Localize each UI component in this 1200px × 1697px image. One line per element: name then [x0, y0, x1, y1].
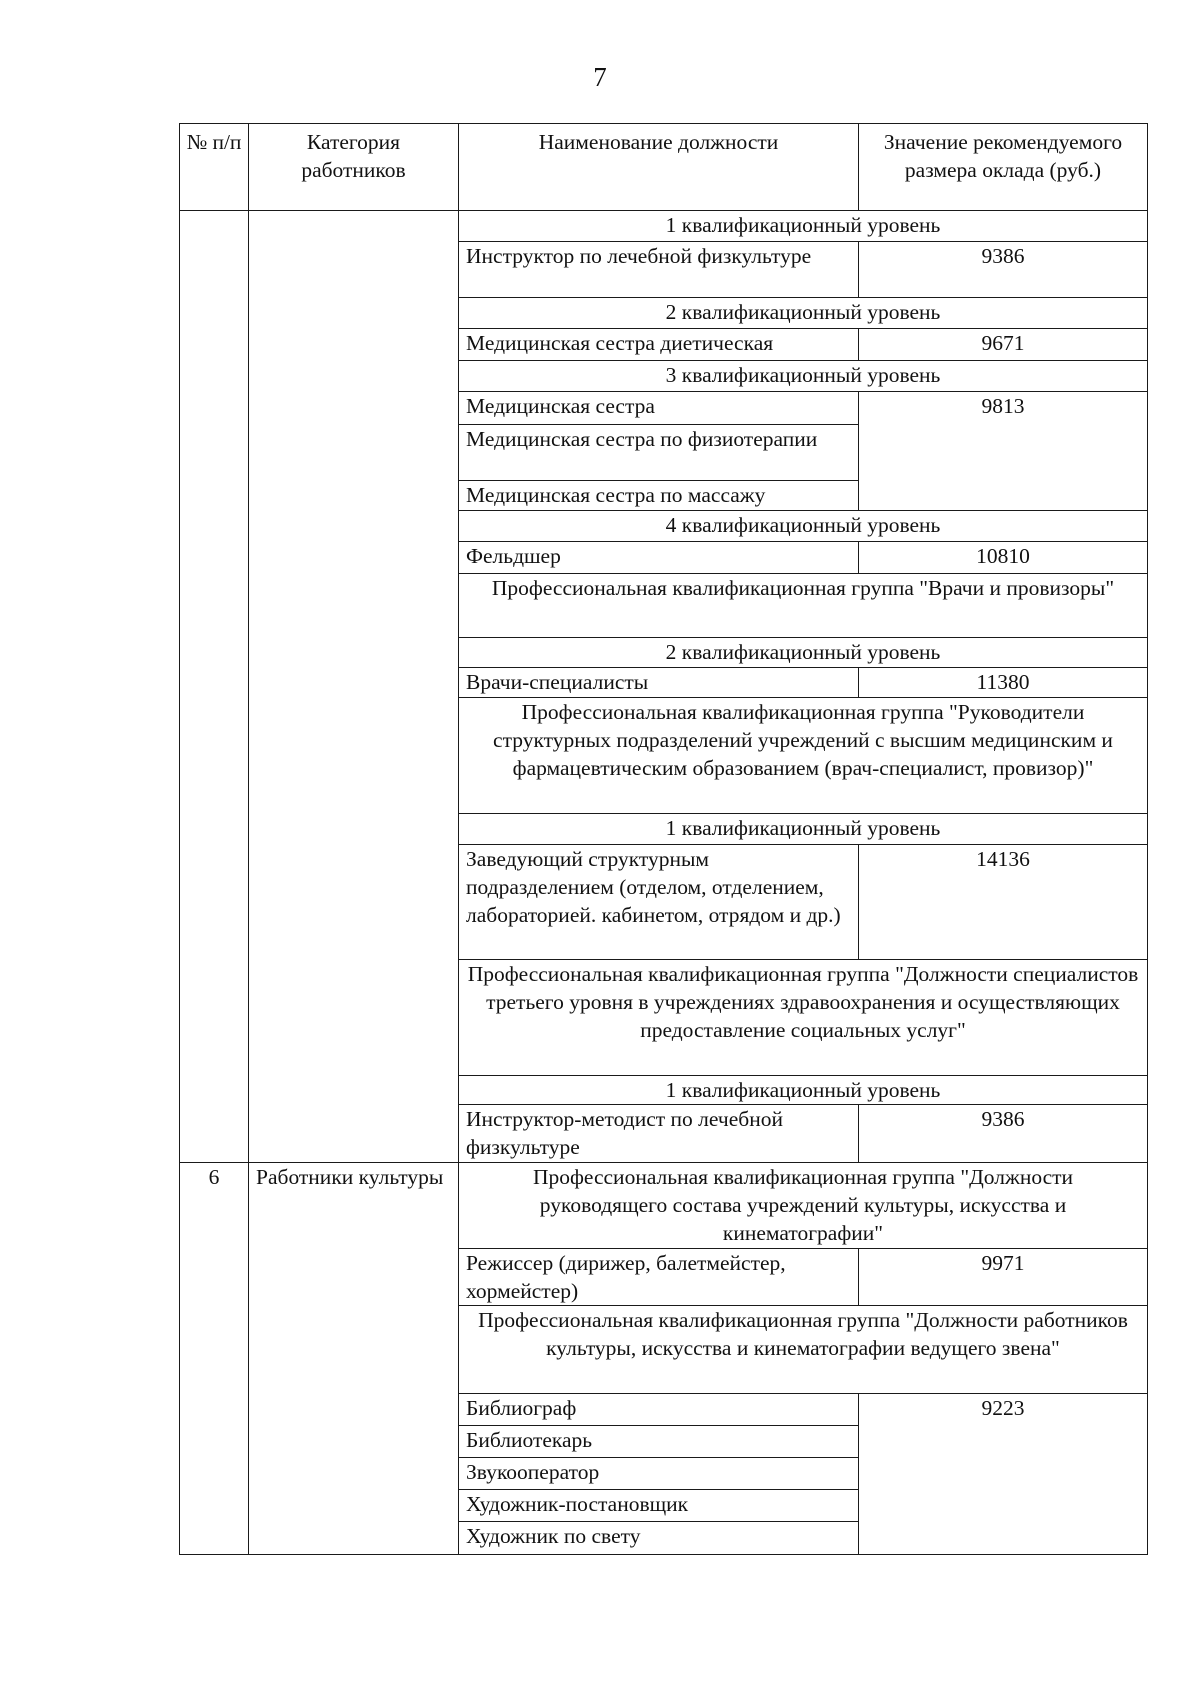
position-cell: Медицинская сестра по физиотерапии	[459, 425, 859, 481]
qualification-group-row: Профессиональная квалификационная группа "Должности специалистов третьего уровня в учреждениях здравоохранения и осуществляющих предоставление социальных услуг"	[459, 960, 1148, 1076]
header-category: Категория работников	[249, 124, 459, 211]
table-header-row	[180, 124, 1148, 211]
position-cell: Фельдшер	[459, 542, 859, 574]
qualification-group-row: Профессиональная квалификационная группа "Врачи и провизоры"	[459, 574, 1148, 638]
position-cell: Инструктор по лечебной физкультуре	[459, 242, 859, 298]
salary-cell: 11380	[859, 668, 1148, 698]
position-cell: Режиссер (дирижер, балетмейстер, хормейстер)	[459, 1249, 859, 1306]
num-cell-empty	[180, 211, 249, 1163]
salary-cell: 9671	[859, 329, 1148, 361]
salary-cell: 9386	[859, 1105, 1148, 1163]
position-cell: Звукооператор	[459, 1458, 859, 1490]
level-row: 1 квалификационный уровень	[459, 1076, 1148, 1105]
position-cell: Библиограф	[459, 1394, 859, 1426]
salary-cell: 10810	[859, 542, 1148, 574]
level-row: 4 квалификационный уровень	[459, 511, 1148, 542]
level-row: 1 квалификационный уровень	[459, 814, 1148, 845]
qualification-group-row: Профессиональная квалификационная группа "Должности руководящего состава учреждений культуры, искусства и кинематографии"	[459, 1163, 1148, 1249]
level-row: 2 квалификационный уровень	[459, 638, 1148, 668]
position-cell: Медицинская сестра диетическая	[459, 329, 859, 361]
header-num: № п/п	[180, 124, 249, 211]
row-number: 6	[180, 1163, 249, 1555]
salary-table	[179, 123, 1148, 1555]
header-salary: Значение рекомендуемого размера оклада (руб.)	[859, 124, 1148, 211]
salary-cell: 9223	[859, 1394, 1148, 1555]
salary-cell: 9813	[859, 392, 1148, 511]
header-position: Наименование должности	[459, 124, 859, 211]
qualification-group-row: Профессиональная квалификационная группа "Должности работников культуры, искусства и кинематографии ведущего звена"	[459, 1306, 1148, 1394]
level-row: 3 квалификационный уровень	[459, 361, 1148, 392]
salary-cell: 14136	[859, 845, 1148, 960]
position-cell: Художник по свету	[459, 1522, 859, 1555]
salary-cell: 9971	[859, 1249, 1148, 1306]
position-cell: Медицинская сестра по массажу	[459, 481, 859, 511]
level-row: 1 квалификационный уровень	[459, 211, 1148, 242]
page-number: 7	[593, 62, 607, 92]
table-row	[180, 211, 1148, 242]
salary-cell: 9386	[859, 242, 1148, 298]
position-cell: Заведующий структурным подразделением (отделом, отделением, лабораторией. кабинетом, отрядом и др.)	[459, 845, 859, 960]
position-cell: Библиотекарь	[459, 1426, 859, 1458]
category-cell-empty	[249, 211, 459, 1163]
position-cell: Медицинская сестра	[459, 392, 859, 425]
level-row: 2 квалификационный уровень	[459, 298, 1148, 329]
table-row	[180, 1163, 1148, 1249]
category-cell: Работники культуры	[249, 1163, 459, 1555]
position-cell: Художник-постановщик	[459, 1490, 859, 1522]
position-cell: Врачи-специалисты	[459, 668, 859, 698]
qualification-group-row: Профессиональная квалификационная группа "Руководители структурных подразделений учреждений с высшим медицинским и фармацевтическим образованием (врач-специалист, провизор)"	[459, 698, 1148, 814]
position-cell: Инструктор-методист по лечебной физкультуре	[459, 1105, 859, 1163]
